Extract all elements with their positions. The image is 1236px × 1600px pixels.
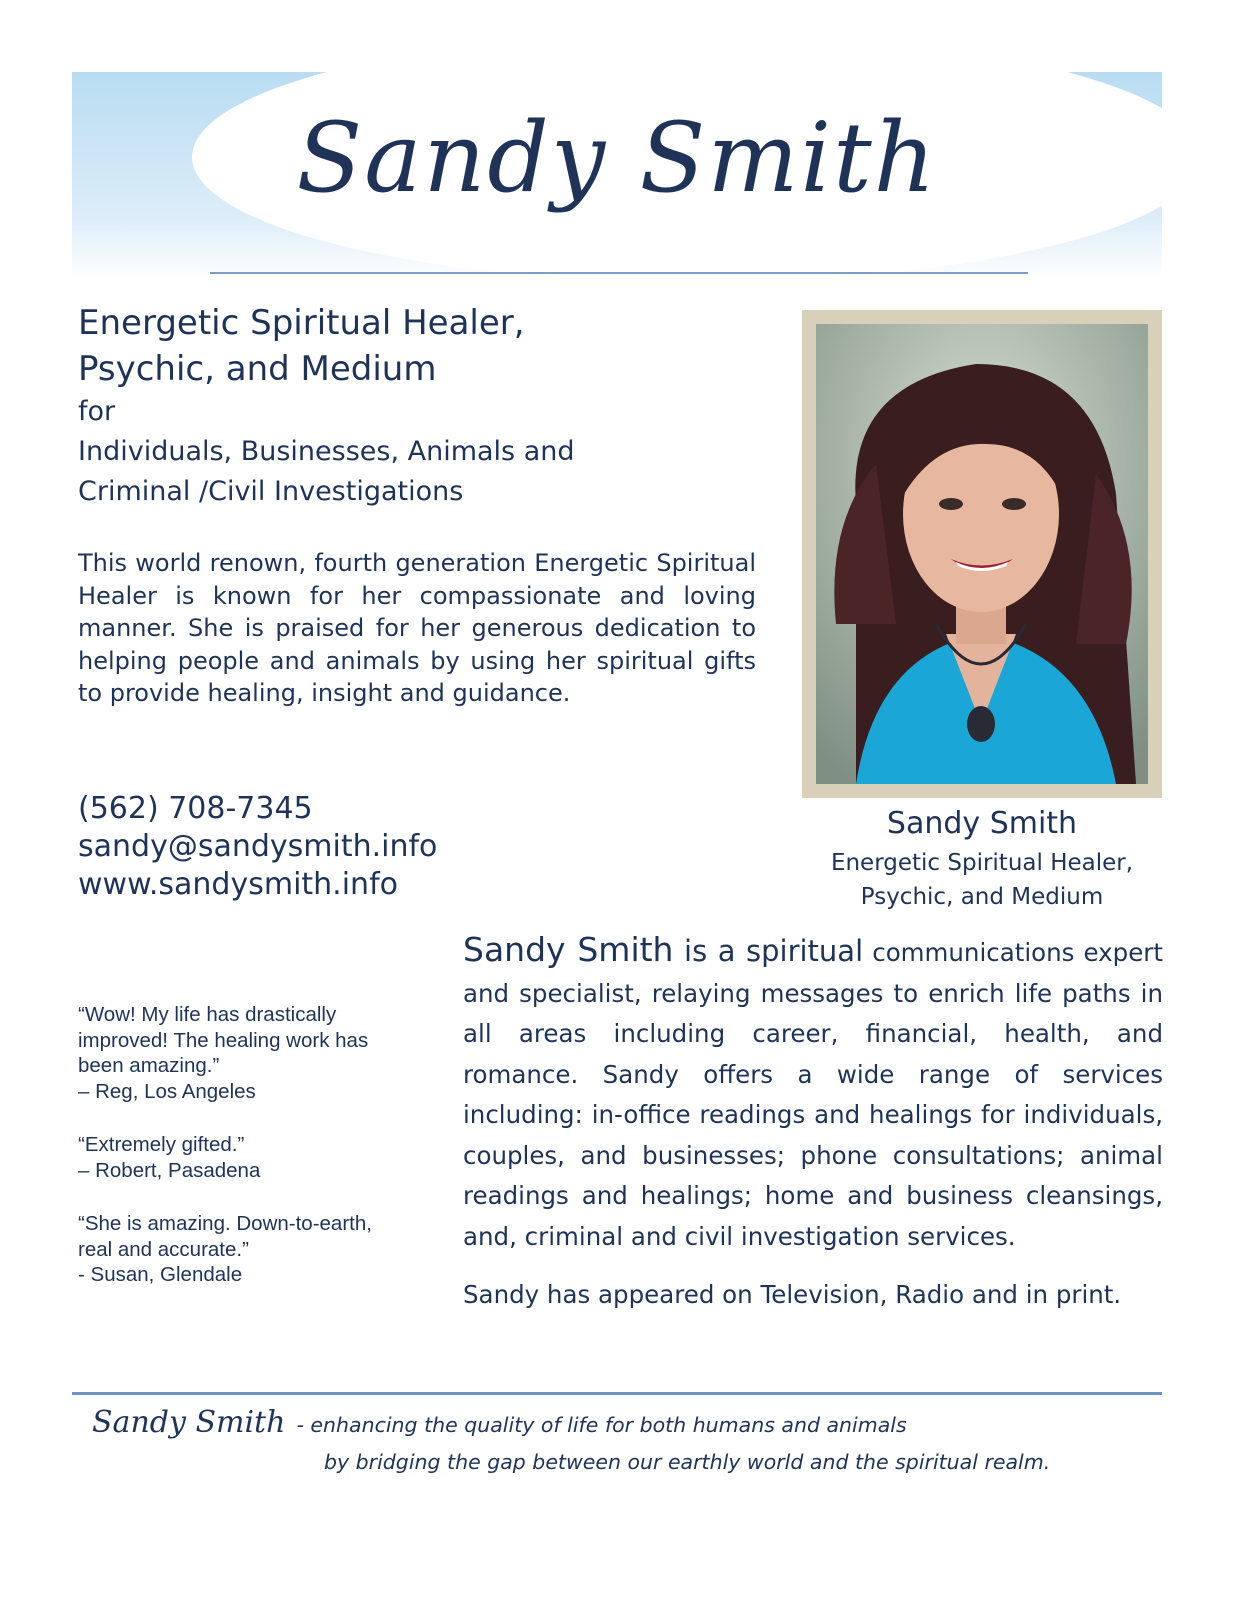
intro-paragraph: This world renown, fourth generation Energetic Spiritual Healer is known for her compassionate and loving manner. She is praised for her generous dedication to helping people and animals by using her spiritual gifts to provide healing, insight and guidance. — [78, 549, 756, 707]
website-url: www.sandysmith.info — [78, 867, 398, 902]
footer — [92, 1405, 1172, 1474]
footer-slogan-line1: - enhancing the quality of life for both humans and animals — [296, 1413, 907, 1437]
email-address: sandy@sandysmith.info — [78, 829, 438, 864]
caption-title-line1: Energetic Spiritual Healer, — [830, 850, 1134, 876]
testimonial-item — [78, 1211, 408, 1288]
testimonial-quote: “She is amazing. Down-to-earth, real and accurate.” — [78, 1212, 372, 1261]
tagline-subheading — [78, 392, 575, 512]
testimonial-item — [78, 1132, 408, 1183]
testimonial-author: - Susan, Glendale — [78, 1263, 243, 1286]
footer-signature: Sandy Smith — [92, 1405, 286, 1440]
testimonial-quote: “Wow! My life has drastically improved! The healing work has been amazing.” — [78, 1003, 369, 1077]
media-appearances: Sandy has appeared on Television, Radio and in print. — [463, 1280, 1122, 1309]
photo-caption-name: Sandy Smith — [886, 806, 1078, 841]
contact-block — [78, 790, 437, 904]
portrait-frame — [802, 310, 1162, 798]
header-divider — [210, 272, 1028, 274]
tagline-line4: Individuals, Businesses, Animals and — [78, 436, 575, 467]
tagline-heading — [78, 300, 525, 392]
about-paragraph — [463, 930, 1163, 1257]
about-lead-rest: communications expert and specialist, relaying messages to enrich life paths in all areas including career, financial, health, and romance. Sandy offers a wide range of services including: in-office readings and healings for individuals, couples, and businesses; phone consultations; animal readings and healings; home and business cleansings, and, criminal and civil investigation services. — [463, 938, 1163, 1251]
header-banner — [72, 72, 1162, 280]
tagline-line5: Criminal /Civil Investigations — [78, 476, 464, 507]
footer-slogan-line2: by bridging the gap between our earthly world and the spiritual realm. — [324, 1450, 1051, 1474]
testimonial-author: – Robert, Pasadena — [78, 1158, 261, 1182]
caption-title-line2: Psychic, and Medium — [860, 884, 1104, 910]
testimonial-item — [78, 1002, 408, 1104]
page-title: Sandy Smith — [296, 102, 938, 214]
about-lead-name: Sandy Smith — [463, 930, 674, 969]
about-section — [463, 930, 1163, 1316]
tagline-line1: Energetic Spiritual Healer, — [78, 303, 525, 343]
tagline-line2: Psychic, and Medium — [78, 349, 437, 389]
testimonials-list — [78, 1002, 408, 1316]
tagline-line3: for — [78, 396, 116, 427]
testimonial-author: – Reg, Los Angeles — [78, 1079, 256, 1103]
photo-caption-title — [782, 846, 1182, 914]
portrait-photo — [816, 324, 1148, 784]
portrait-illustration — [816, 324, 1148, 784]
footer-divider — [72, 1392, 1162, 1395]
about-lead-mid: is a spiritual — [673, 934, 864, 968]
phone-number: (562) 708-7345 — [78, 791, 313, 826]
testimonial-quote: “Extremely gifted.” — [78, 1133, 245, 1156]
